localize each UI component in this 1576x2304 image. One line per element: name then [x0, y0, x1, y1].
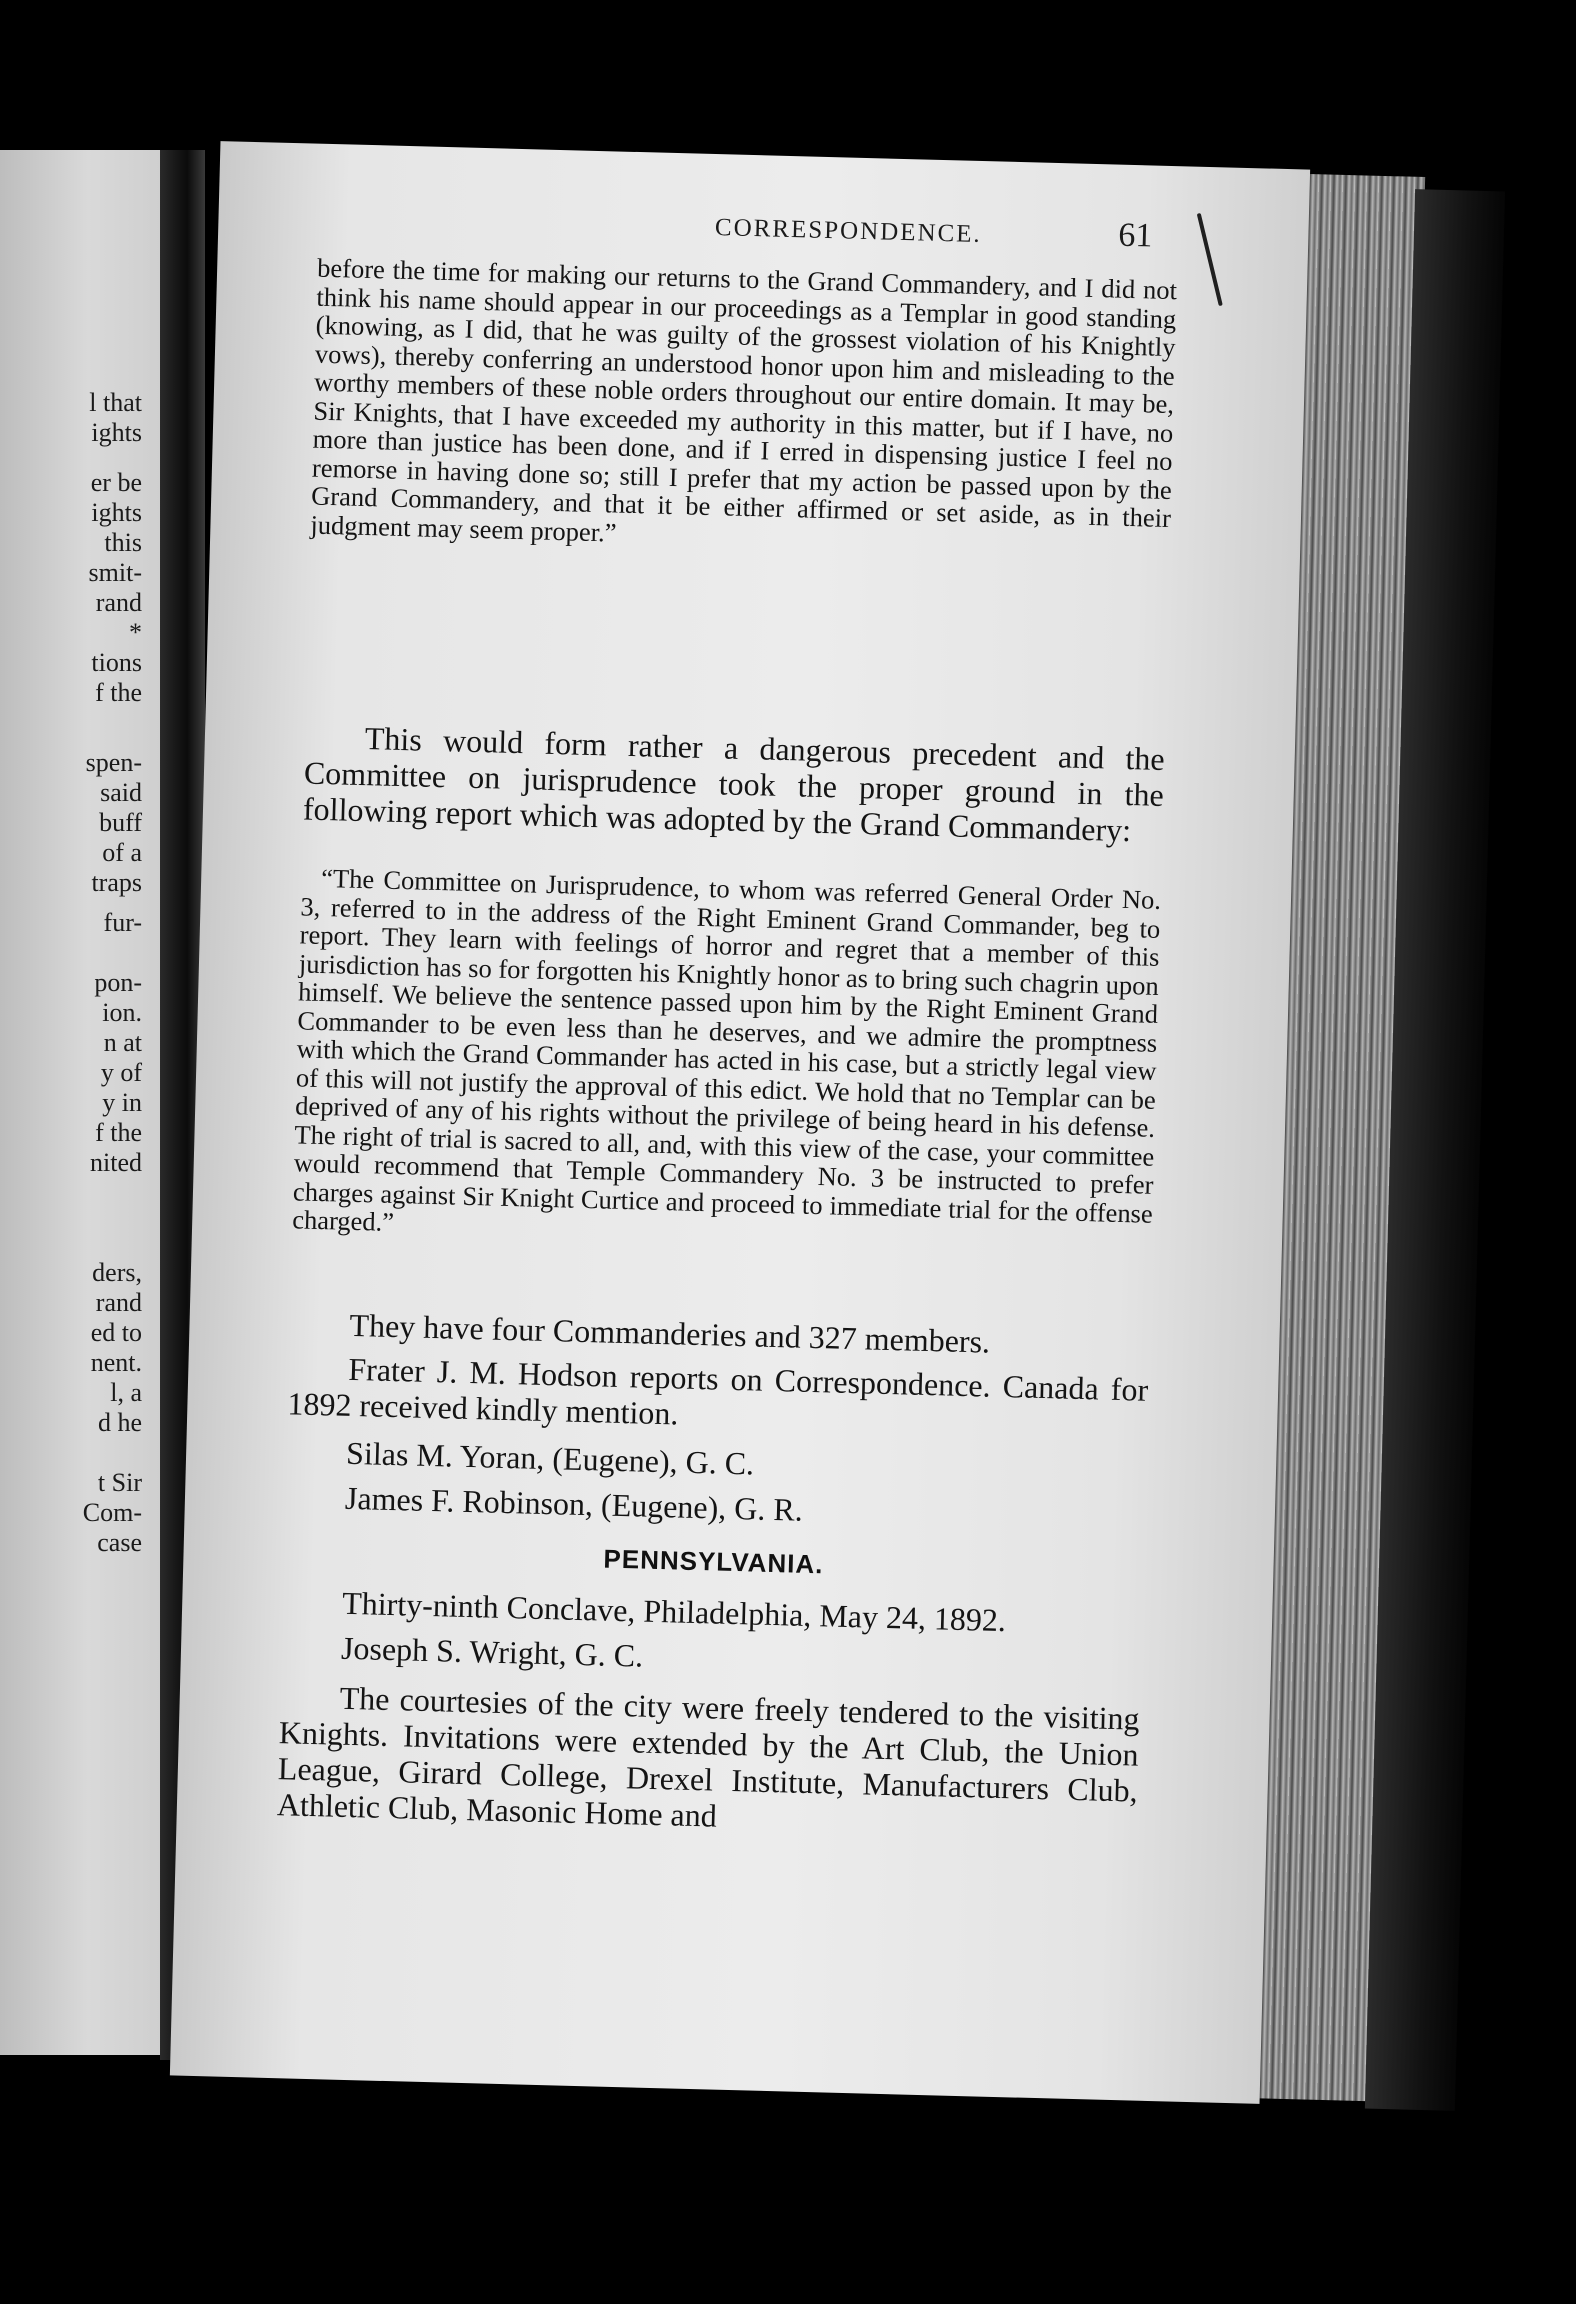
margin-pencil-mark [1197, 213, 1223, 306]
facing-page-fragment: l, a [110, 1378, 142, 1407]
facing-page-fragment: Com- [82, 1498, 142, 1527]
facing-page-fragment: ights [91, 418, 142, 447]
paragraph-3: Frater J. M. Hodson reports on Correspondence. Canada for 1892 received kindly mention. [287, 1350, 1149, 1432]
facing-page-fragment: ion. [102, 998, 142, 1027]
facing-page-fragment: t Sir [97, 1468, 142, 1497]
book-page [170, 141, 1310, 2104]
quote-block-2: “The Committee on Jurisprudence, to whom was referred General Order No. 3, referred to in the address of the Right Eminent Grand Commander, beg to report. They learn with feelings of horror and regret that a member of this jurisdiction has so for forgotten his Knightly honor as to bring such chagrin upon himself. We believe the sentence passed upon him by the Right Eminent Grand Commander to be even less than he deserves, and we admire the promptness with which the Grand Commander has acted in his case, but a strictly legal view of this will not justify the approval of this edict. We hold that no Templar can be deprived of any of his rights without the privilege of being heard in his defense. The right of trial is sacred to all, and, with this view of the case, your committee would recommend that Temple Commandery No. 3 be instructed to prefer charges against Sir Knight Curtice and proceed to immediate trial for the offense charged.” [291, 862, 1162, 1237]
paragraph-5: Joseph S. Wright, G. C. [340, 1629, 644, 1674]
facing-page-fragment: case [97, 1528, 142, 1557]
facing-page-fragment: * [129, 618, 142, 647]
facing-page-fragment: l that [89, 388, 142, 417]
facing-page [0, 150, 160, 2055]
facing-page-fragment: f the [95, 1118, 142, 1147]
facing-page-fragment: y in [102, 1088, 142, 1117]
paragraph-4: Thirty-ninth Conclave, Philadelphia, May 24, 1892. [341, 1584, 1007, 1639]
facing-page-fragment: said [100, 778, 142, 807]
facing-page-fragment: y of [100, 1058, 142, 1087]
facing-page-fragment: spen- [85, 748, 142, 777]
facing-page-fragment: f the [95, 678, 142, 707]
facing-page-fragment: ders, [92, 1258, 142, 1287]
facing-page-fragment: rand [95, 588, 142, 617]
facing-page-fragment: tions [91, 648, 142, 677]
facing-page-fragment: nited [90, 1148, 142, 1177]
running-head: CORRESPONDENCE. [714, 214, 983, 249]
paragraph-1: This would form rather a dangerous precedent and the Committee on jurisprudence took the proper ground in the following report which was adopted by the Grand Commandery: [302, 720, 1166, 849]
facing-page-fragment: fur- [103, 908, 142, 937]
quote-block-1: before the time for making our returns to the Grand Commandery, and I did not think his name should appear in our proceedings as a Templar in good standing (knowing, as I did, that he was guilty of the grossest violation of his Knightly vows), thereby conferring an understood honor upon him and misleading to the worthy members of these noble orders throughout our entire domain. It may be, Sir Knights, that I have exceeded my authority in this matter, but if I have, no more than justice has been done, and if I erred in dispensing justice I feel no remorse in having done so; still I prefer that my action be passed upon by the Grand Commandery, and that it be either affirmed or set aside, as in their judgment may seem proper.” [310, 252, 1178, 548]
facing-page-fragment: er be [90, 468, 142, 497]
facing-page-fragment: n at [103, 1028, 142, 1057]
facing-page-fragment: nent. [90, 1348, 142, 1377]
facing-page-fragment: traps [91, 868, 142, 897]
facing-page-fragment: this [104, 528, 142, 557]
facing-page-fragment: d he [97, 1408, 142, 1437]
facing-page-fragment: buff [99, 808, 142, 837]
paragraph-2: They have four Commanderies and 327 members. [349, 1306, 991, 1360]
facing-page-fragment: smit- [88, 558, 142, 587]
signature-line-1: Silas M. Yoran, (Eugene), G. C. [345, 1434, 755, 1482]
paragraph-6: The courtesies of the city were freely tendered to the visiting Knights. Invitations were extended by the Art Club, the Union League, Girard College, Drexel Institute, Manufacturers Club, Athletic Club, Masonic Home and [276, 1679, 1141, 1834]
facing-page-fragment: rand [95, 1288, 142, 1317]
facing-page-fragment: pon- [94, 968, 142, 997]
facing-page-fragment: ed to [90, 1318, 142, 1347]
section-heading: PENNSYLVANIA. [603, 1543, 824, 1580]
facing-page-fragment: of a [102, 838, 142, 867]
signature-line-2: James F. Robinson, (Eugene), G. R. [344, 1479, 804, 1528]
facing-page-fragment: ights [91, 498, 142, 527]
page-number: 61 [1117, 216, 1153, 255]
